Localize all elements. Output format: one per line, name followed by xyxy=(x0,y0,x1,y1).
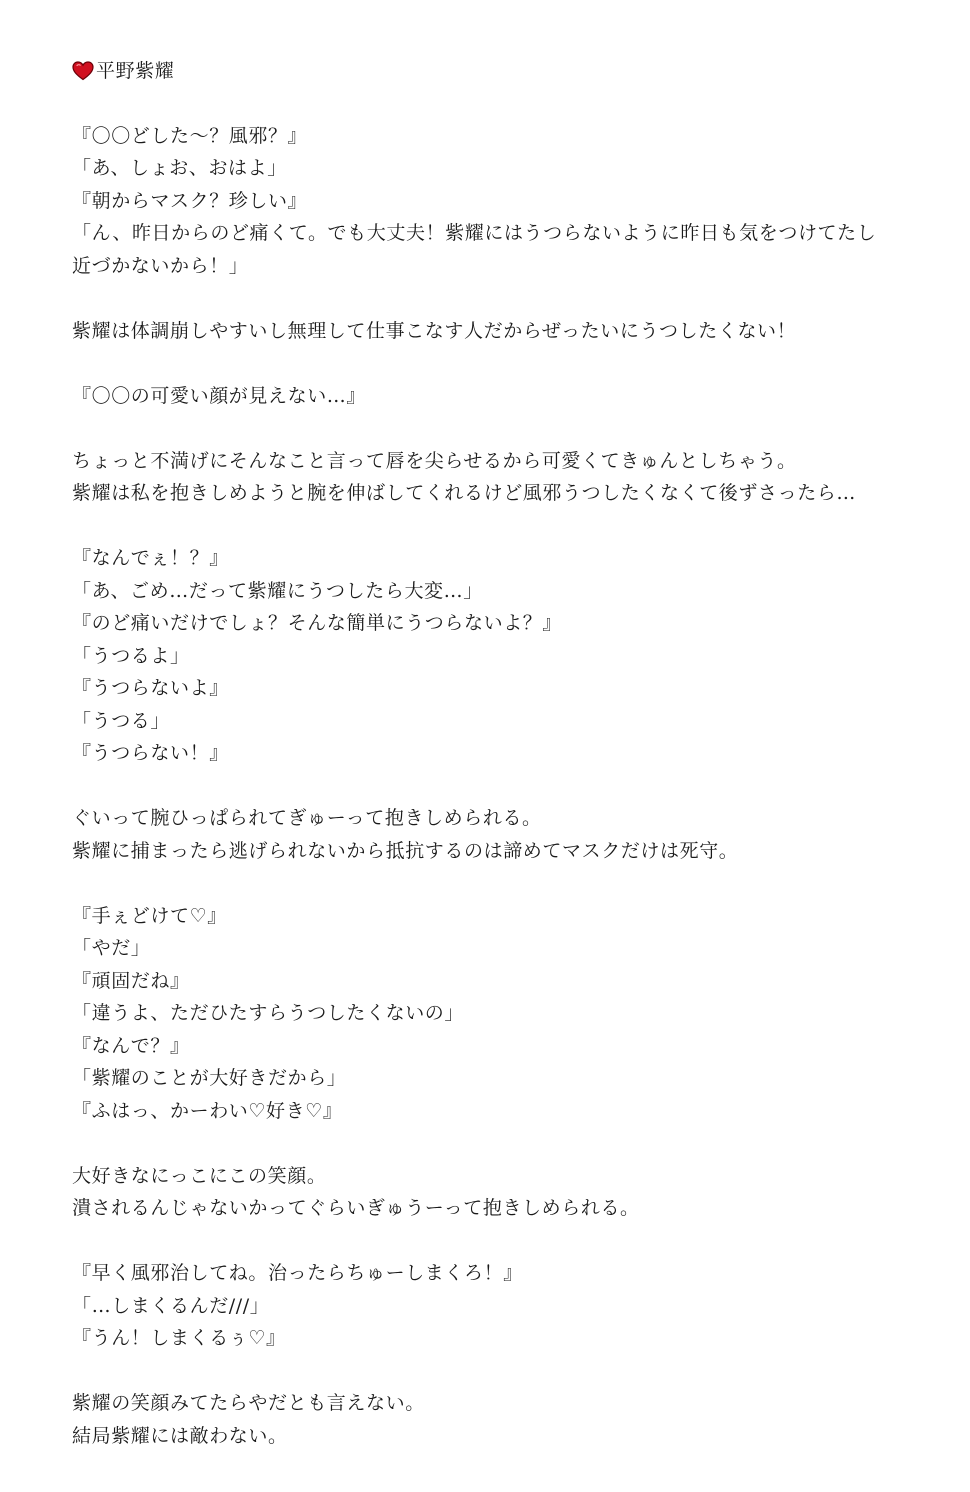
text-line: 近づかないから！」 xyxy=(72,254,249,277)
text-line: 『うつらない！』 xyxy=(72,742,229,764)
text-line: 「…しまくるんだ///」 xyxy=(72,1294,270,1317)
text-line: 『早く風邪治してね。治ったらちゅーしまくろ！』 xyxy=(72,1262,523,1284)
blank-line xyxy=(72,1355,952,1388)
text-line: 『ふはっ、かーわい♡好き♡』 xyxy=(72,1099,343,1122)
text-line: 紫耀は私を抱きしめようと腕を伸ばしてくれるけど風邪うつしたくなくて後ずさったら… xyxy=(72,482,857,504)
title-text: 平野紫耀 xyxy=(96,60,175,82)
text-line: 紫耀の笑顔みてたらやだとも言えない。 xyxy=(72,1392,425,1414)
blank-line xyxy=(72,412,952,445)
text-line: 「うつる」 xyxy=(72,709,171,732)
text-line: 「あ、しょお、おはよ」 xyxy=(72,157,287,179)
text-line: 「ん、昨日からのど痛くて。でも大丈夫！紫耀にはうつらないように昨日も気をつけてたし xyxy=(72,222,877,244)
blank-line xyxy=(72,282,952,315)
text-line: 『うつらないよ』 xyxy=(72,677,229,699)
paragraph xyxy=(72,120,952,283)
text-line: 『なんで？』 xyxy=(72,1034,190,1057)
text-line: 『のど痛いだけでしょ？そんな簡単にうつらないよ？』 xyxy=(72,612,563,634)
paragraph xyxy=(72,1257,952,1355)
text-line: 『頑固だね』 xyxy=(72,969,190,992)
text-line: 『朝からマスク？珍しい』 xyxy=(72,189,308,212)
story-body xyxy=(72,55,952,1452)
paragraph xyxy=(72,900,952,1128)
text-line: 『なんでぇ！？』 xyxy=(72,547,229,569)
blank-line xyxy=(72,1225,952,1258)
paragraph xyxy=(72,315,952,348)
text-line: 結局紫耀には敵わない。 xyxy=(72,1424,288,1447)
text-line: 「紫耀のことが大好きだから」 xyxy=(72,1067,347,1089)
paragraph xyxy=(72,542,952,770)
paragraph xyxy=(72,1160,952,1225)
text-line: 紫耀に捕まったら逃げられないから抵抗するのは諦めてマスクだけは死守。 xyxy=(72,839,739,862)
text-line: ちょっと不満げにそんなこと言って唇を尖らせるから可愛くてきゅんとしちゃう。 xyxy=(72,449,797,472)
text-line: 『〇〇の可愛い顔が見えない…』 xyxy=(72,384,367,407)
text-line: ぐいって腕ひっぱられてぎゅーって抱きしめられる。 xyxy=(72,807,542,829)
text-line: 「うつるよ」 xyxy=(72,644,190,667)
blank-line xyxy=(72,867,952,900)
text-line: 「違うよ、ただひたすらうつしたくないの」 xyxy=(72,1002,465,1024)
text-line: 『手ぇどけて♡』 xyxy=(72,904,227,927)
text-line: 紫耀は体調崩しやすいし無理して仕事こなす人だからぜったいにうつしたくない！ xyxy=(72,319,797,342)
blank-line xyxy=(72,770,952,803)
blank-line xyxy=(72,87,952,120)
blank-line xyxy=(72,1127,952,1160)
story-title xyxy=(72,55,952,87)
paragraph xyxy=(72,802,952,867)
paragraph-list xyxy=(72,120,952,1453)
text-line: 『〇〇どした〜？風邪？』 xyxy=(72,124,308,147)
heart-icon xyxy=(72,61,94,81)
text-line: 「あ、ごめ…だって紫耀にうつしたら大変…」 xyxy=(72,579,483,602)
blank-line xyxy=(72,510,952,543)
paragraph xyxy=(72,380,952,413)
paragraph xyxy=(72,1387,952,1452)
paragraph xyxy=(72,445,952,510)
text-line: 潰されるんじゃないかってぐらいぎゅうーって抱きしめられる。 xyxy=(72,1197,640,1219)
text-line: 『うん！しまくるぅ♡』 xyxy=(72,1327,286,1349)
blank-line xyxy=(72,347,952,380)
text-line: 「やだ」 xyxy=(72,937,151,959)
text-line: 大好きなにっこにこの笑顔。 xyxy=(72,1164,327,1187)
